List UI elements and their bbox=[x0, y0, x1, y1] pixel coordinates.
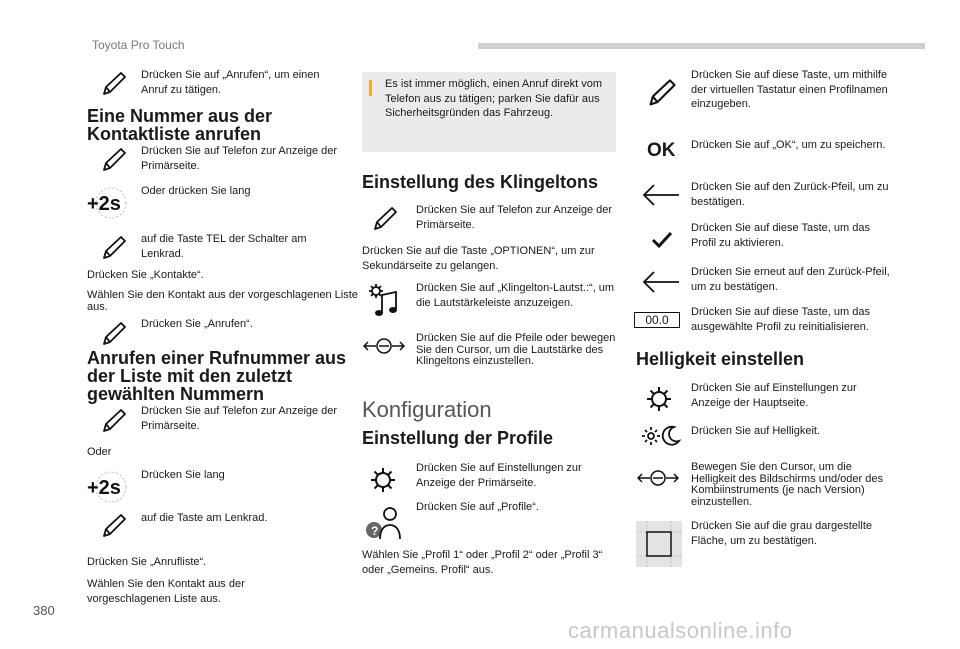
check-icon bbox=[651, 231, 673, 249]
col1-r6: Wählen Sie den Kontakt aus der vorgeschlagenen Liste aus. bbox=[87, 578, 245, 605]
pen-icon bbox=[100, 70, 128, 98]
pen-icon bbox=[100, 146, 128, 174]
col3-c5: Drücken Sie erneut auf den Zurück-Pfeil, um zu bestätigen. bbox=[691, 266, 890, 293]
col1-r5: Drücken Sie „Anrufliste“. bbox=[87, 556, 207, 568]
col3-b1: Drücken Sie auf Einstellungen zur Anzeige der Hauptseite. bbox=[691, 382, 857, 409]
svg-text:?: ? bbox=[371, 524, 379, 538]
heading-config: Konfiguration bbox=[362, 397, 492, 422]
col1-s3: auf die Taste TEL der Schalter am Lenkrad. bbox=[141, 233, 307, 260]
col3-c4: Drücken Sie auf diese Taste, um das Profil zu aktivieren. bbox=[691, 222, 870, 249]
profile-user-icon bbox=[366, 505, 402, 541]
col2-k3: Drücken Sie auf „Klingelton-Lautst.:“, um die Lautstärkeleiste anzuzeigen. bbox=[416, 282, 615, 309]
col1-r4: auf die Taste am Lenkrad. bbox=[141, 512, 268, 524]
heading-contacts: Eine Nummer aus der Kontaktliste anrufen bbox=[87, 106, 273, 144]
col1-s2: Oder drücken Sie lang bbox=[141, 185, 251, 197]
col3-c2: Drücken Sie auf „OK“, um zu speichern. bbox=[691, 139, 886, 151]
col1-r2: Oder bbox=[87, 446, 112, 458]
ok-label: OK bbox=[647, 140, 676, 161]
col1-s1: Drücken Sie auf Telefon zur Anzeige der Primärseite. bbox=[141, 145, 338, 172]
back-arrow-icon bbox=[641, 183, 681, 207]
header-bar bbox=[478, 43, 925, 49]
col3-c6: Drücken Sie auf diese Taste, um das ausgewählte Profil zu reinitialisieren. bbox=[691, 306, 870, 333]
col1-s6: Drücken Sie „Anrufen“. bbox=[141, 318, 253, 330]
two-second-press-icon bbox=[86, 470, 130, 504]
pen-icon bbox=[100, 512, 128, 540]
note-text: Es ist immer möglich, einen Anruf direkt vom Telefon aus zu tätigen; parken Sie dafür aus Sicherheitsgründen das Fahrzeug. bbox=[385, 78, 603, 119]
col2-p1: Drücken Sie auf Einstellungen zur Anzeige der Primärseite. bbox=[416, 462, 582, 489]
col3-c1: Drücken Sie auf diese Taste, um mithilfe der virtuellen Tastatur einen Profilnamen einzugeben. bbox=[691, 69, 888, 110]
heading-ringtone: Einstellung des Klingeltons bbox=[362, 172, 599, 192]
music-note-gear-icon bbox=[368, 283, 400, 319]
pen-icon bbox=[100, 320, 128, 348]
col3-b2: Drücken Sie auf Helligkeit. bbox=[691, 425, 821, 437]
col1-r3: Drücken Sie lang bbox=[141, 469, 225, 481]
pen-icon bbox=[646, 77, 678, 109]
back-arrow-icon bbox=[641, 270, 681, 294]
col2-p3: Wählen Sie „Profil 1“ oder „Profil 2“ oder „Profil 3“ oder „Gemeins. Profil“ aus. bbox=[362, 549, 603, 576]
col1-r1: Drücken Sie auf Telefon zur Anzeige der Primärseite. bbox=[141, 405, 338, 432]
header-title: Toyota Pro Touch bbox=[92, 38, 185, 52]
col1-s4: Drücken Sie „Kontakte“. bbox=[87, 269, 204, 281]
heading-recent: Anrufen einer Rufnummer aus der Liste mit den zuletzt gewählten Nummern bbox=[87, 348, 347, 404]
heading-profiles: Einstellung der Profile bbox=[362, 428, 554, 448]
col3-b4: Drücken Sie auf die grau dargestellte Fläche, um zu bestätigen. bbox=[691, 520, 872, 547]
page-number: 380 bbox=[33, 603, 55, 618]
col2-p2: Drücken Sie auf „Profile“. bbox=[416, 501, 539, 513]
note-marker bbox=[369, 80, 372, 96]
grey-area-icon bbox=[636, 521, 682, 567]
sun-moon-icon bbox=[641, 424, 681, 448]
reset-button-label: 00.0 bbox=[634, 312, 680, 328]
badge-label: +2s bbox=[87, 193, 121, 215]
col2-k1: Drücken Sie auf Telefon zur Anzeige der Primärseite. bbox=[416, 204, 613, 231]
col1-p1: Drücken Sie auf „Anrufen“, um einen Anruf zu tätigen. bbox=[141, 69, 320, 96]
two-second-press-icon bbox=[86, 186, 130, 220]
pen-icon bbox=[100, 234, 128, 262]
heading-brightness: Helligkeit einstellen bbox=[636, 349, 805, 369]
pen-icon bbox=[371, 205, 399, 233]
col1-s5: Wählen Sie den Kontakt aus der vorgeschlagenen Liste aus. bbox=[87, 289, 358, 313]
pen-icon bbox=[100, 407, 128, 435]
col3-b3: Bewegen Sie den Cursor, um die Helligkeit des Bildschirms und/oder des Kombiinstruments (je nach Version) einzustellen. bbox=[691, 461, 883, 508]
gear-icon bbox=[369, 466, 397, 494]
slider-cursor-icon bbox=[637, 466, 679, 490]
watermark: carmanualsonline.info bbox=[568, 618, 793, 643]
slider-cursor-icon bbox=[363, 334, 405, 358]
gear-icon bbox=[645, 385, 673, 413]
col2-k2: Drücken Sie auf die Taste „OPTIONEN“, um zur Sekundärseite zu gelangen. bbox=[362, 245, 595, 272]
col3-c3: Drücken Sie auf den Zurück-Pfeil, um zu bestätigen. bbox=[691, 181, 889, 208]
col2-k4: Drücken Sie auf die Pfeile oder bewegen Sie den Cursor, um die Lautstärke des Klingeltons einzustellen. bbox=[416, 332, 616, 367]
badge-label: +2s bbox=[87, 477, 121, 499]
